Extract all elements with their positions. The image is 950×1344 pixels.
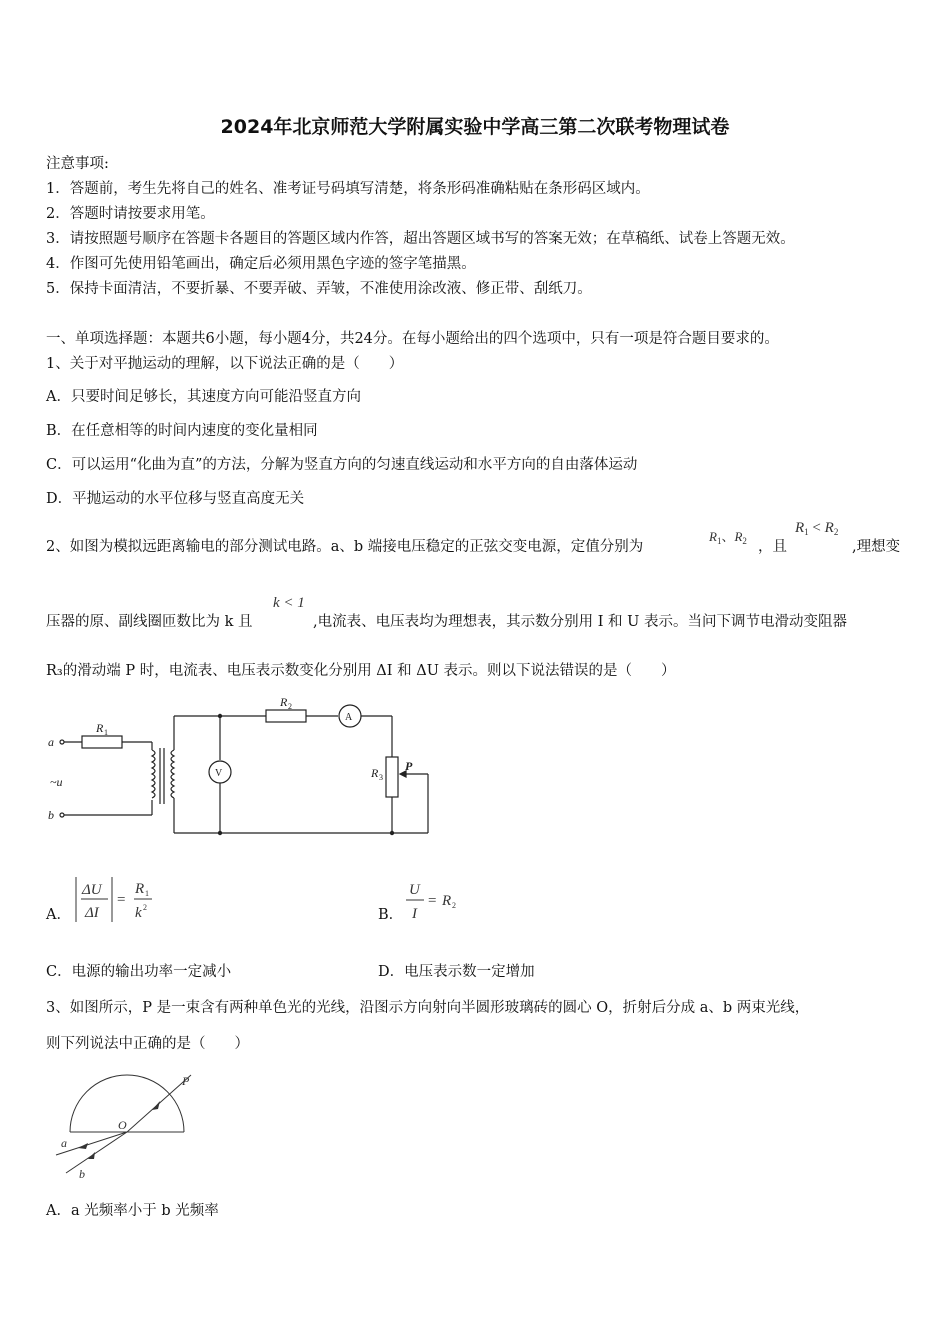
q2-line1-text: 2、如图为模拟远距离输电的部分测试电路。a、b 端接电压稳定的正弦交变电源，定值分别为 xyxy=(46,539,644,555)
label-r2-sub: 2 xyxy=(288,702,292,711)
terminal-b xyxy=(60,813,64,817)
q3-line2: 则下列说法中正确的是（ ） xyxy=(46,1036,249,1052)
page-title: 2024年北京师范大学附属实验中学高三第二次联考物理试卷 xyxy=(220,116,730,138)
fig-label-b: b xyxy=(79,1167,85,1181)
resistor-r3 xyxy=(386,757,398,797)
cond-r2-sub: 2 xyxy=(833,527,839,537)
optA-rden-pow: 2 xyxy=(143,903,147,912)
q2-r-values xyxy=(709,526,747,546)
optB-r: R xyxy=(442,893,452,909)
cond-lt: < xyxy=(808,520,825,536)
optA-num: ΔU xyxy=(82,882,102,898)
optA-rnum-sub: 1 xyxy=(145,889,149,898)
secondary-coil xyxy=(171,750,174,798)
r-separator: 、 xyxy=(721,529,735,544)
section-heading: 一、单项选择题：本题共6小题，每小题4分，共24分。在每小题给出的四个选项中，只有一项是符合题目要求的。 xyxy=(46,331,779,347)
fig-label-o: O xyxy=(118,1118,127,1132)
q2-option-a-formula xyxy=(72,874,162,926)
notice-item-3: 3．请按照题号顺序在答题卡各题目的答题区域内作答，超出答题区域书写的答案无效；在草稿纸、试卷上答题无效。 xyxy=(46,231,795,247)
optB-r-sub: 2 xyxy=(452,901,456,910)
label-r3: R xyxy=(371,766,379,780)
cond-r1-sub: 1 xyxy=(804,527,809,537)
q2-option-a-label: A． xyxy=(46,907,71,923)
q1-option-b: B．在任意相等的时间内速度的变化量相同 xyxy=(46,423,318,439)
primary-coil xyxy=(152,750,155,798)
fig-label-a: a xyxy=(61,1136,67,1150)
q2-option-d: D．电压表示数一定增加 xyxy=(378,964,535,980)
optA-rden: k xyxy=(135,905,142,921)
r2-subscript: 2 xyxy=(742,536,747,546)
resistor-r1 xyxy=(82,736,122,748)
notice-item-1: 1．答题前，考生先将自己的姓名、准考证号码填写清楚，将条形码准确粘贴在条形码区域内。 xyxy=(46,181,650,197)
optA-den: ΔI xyxy=(85,905,99,921)
label-b: b xyxy=(48,808,54,822)
circuit-diagram xyxy=(40,690,440,840)
refracted-ray-b xyxy=(66,1132,127,1173)
q1-option-a: A．只要时间足够长，其速度方向可能沿竖直方向 xyxy=(46,389,361,405)
q3-figure xyxy=(48,1065,208,1185)
q1-option-c: C．可以运用“化曲为直”的方法，分解为竖直方向的匀速直线运动和水平方向的自由落体运动 xyxy=(46,457,638,473)
cond-r2: R xyxy=(824,520,834,536)
semicircle-glass xyxy=(70,1075,184,1132)
q2-k-condition: k < 1 xyxy=(273,595,305,611)
optA-rnum: R xyxy=(135,881,145,897)
notice-item-5: 5．保持卡面清洁，不要折暴、不要弄破、弄皱，不准使用涂改液、修正带、刮纸刀。 xyxy=(46,281,592,297)
cond-r1: R xyxy=(795,520,805,536)
label-r1: R xyxy=(96,721,104,735)
notice-item-4: 4．作图可先使用铅笔画出，确定后必须用黑色字迹的签字笔描黑。 xyxy=(46,256,476,272)
q3-option-a: A．a 光频率小于 b 光频率 xyxy=(46,1203,219,1219)
r1-symbol: R xyxy=(709,529,717,544)
q2-option-b-formula xyxy=(402,876,472,926)
label-u: ~u xyxy=(50,775,63,789)
label-r3-sub: 3 xyxy=(379,773,383,782)
label-r1-sub: 1 xyxy=(104,728,108,737)
q2-line1 xyxy=(46,535,643,556)
label-a: a xyxy=(48,735,54,749)
arrow-a xyxy=(78,1143,88,1149)
ammeter-label: A xyxy=(345,712,353,723)
label-p: P xyxy=(405,759,413,773)
arrow-p xyxy=(152,1101,160,1110)
q1-stem: 1、关于对平抛运动的理解，以下说法正确的是（ ） xyxy=(46,356,404,372)
label-r2: R xyxy=(280,695,288,709)
q2-line2-b: ,电流表、电压表均为理想表，其示数分别用 I 和 U 表示。当问下调节电滑动变阻器 xyxy=(313,614,847,630)
notice-heading: 注意事项: xyxy=(46,156,109,172)
q3-line1: 3、如图所示，P 是一束含有两种单色光的光线，沿图示方向射向半圆形玻璃砖的圆心 O，折射后分成 a、b 两束光线， xyxy=(46,1000,810,1016)
r1-subscript: 1 xyxy=(716,536,722,546)
voltmeter-label: V xyxy=(215,768,223,779)
q2-line2-a: 压器的原、副线圈匝数比为 k 且 xyxy=(46,614,253,630)
optB-num: U xyxy=(409,882,420,898)
fig-label-p: P xyxy=(182,1074,190,1088)
q2-line1-and: ，且 xyxy=(758,539,787,555)
optA-eq: = xyxy=(117,892,126,908)
q2-option-b-label: B． xyxy=(378,907,404,923)
optB-eq: = xyxy=(428,893,437,909)
q2-line1-end: ,理想变 xyxy=(852,539,901,555)
optB-den: I xyxy=(412,906,417,922)
q2-line3: R₃的滑动端 P 时，电流表、电压表示数变化分别用 ΔI 和 ΔU 表示。则以下说法错误的是（ ） xyxy=(46,663,676,679)
q2-option-c: C．电源的输出功率一定减小 xyxy=(46,964,232,980)
notice-item-2: 2．答题时请按要求用笔。 xyxy=(46,206,215,222)
q1-option-d: D．平抛运动的水平位移与竖直高度无关 xyxy=(46,491,305,507)
resistor-r2 xyxy=(266,710,306,722)
terminal-a xyxy=(60,740,64,744)
q2-condition xyxy=(795,520,838,537)
r2-symbol: R xyxy=(734,529,743,544)
